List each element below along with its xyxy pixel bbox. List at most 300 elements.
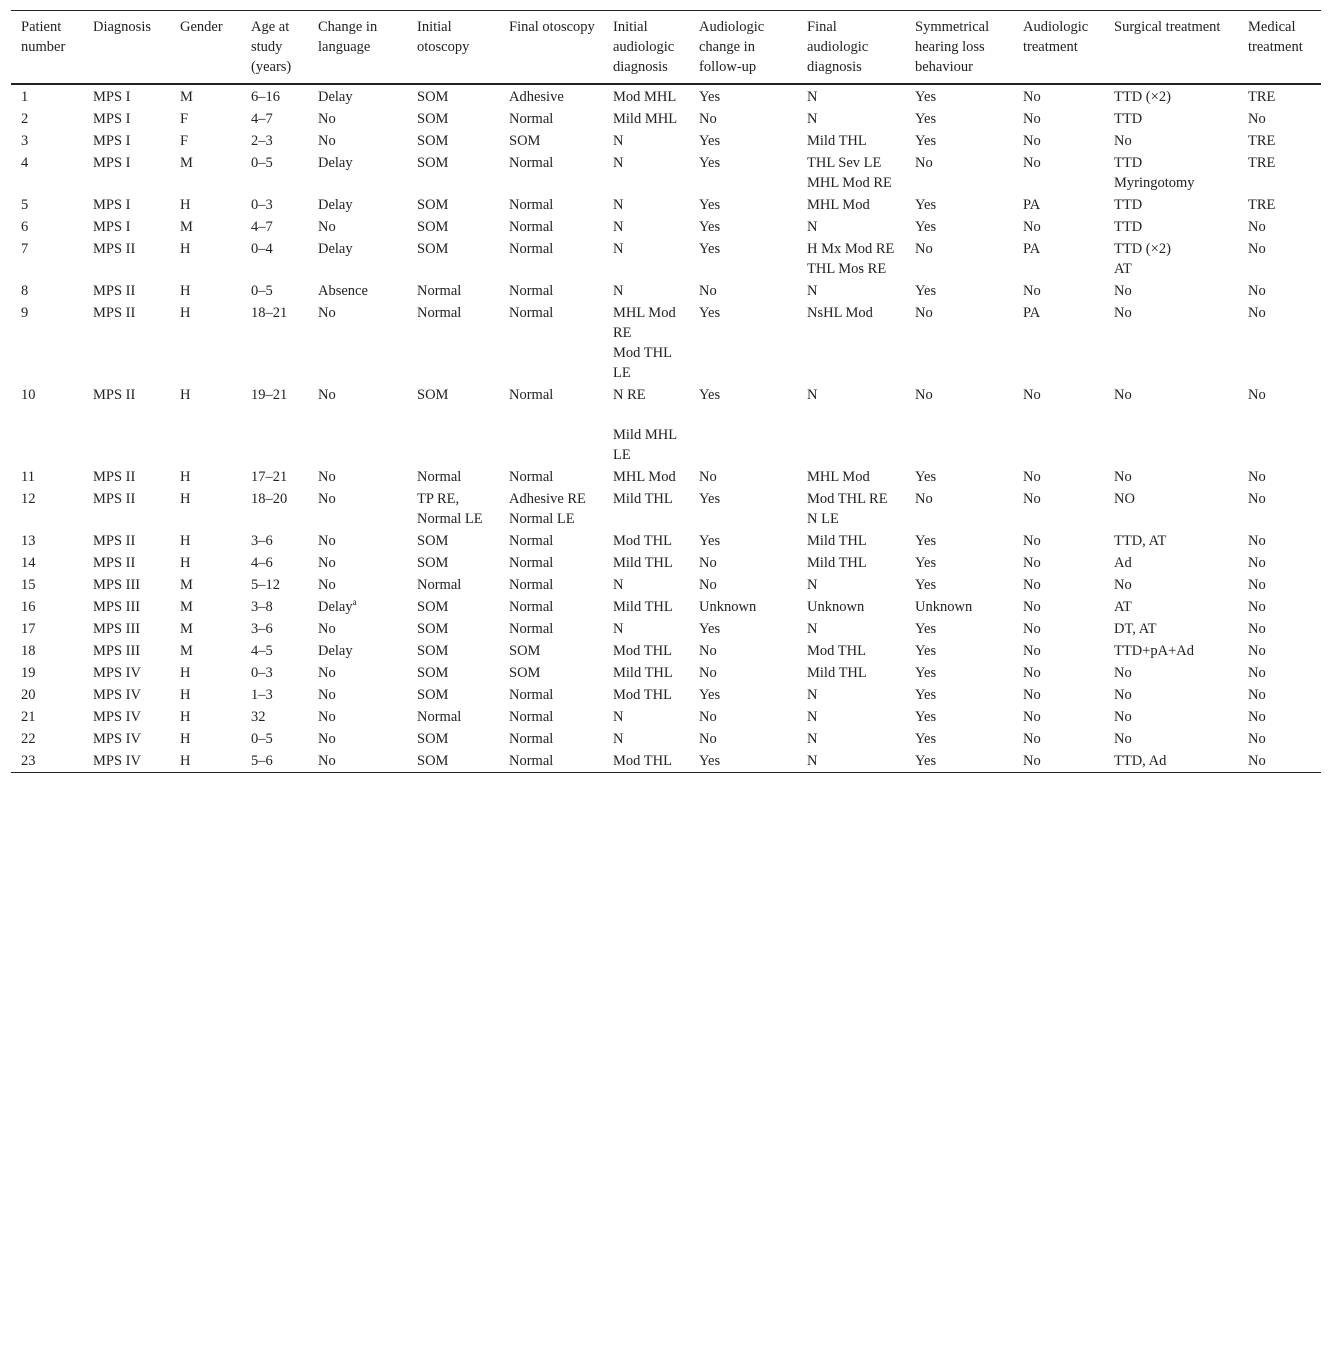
table-cell: TTD, AT <box>1114 533 1167 549</box>
table-cell: 19 <box>21 665 36 681</box>
table-row <box>11 618 1321 640</box>
table-cell: 0–5 <box>251 731 273 747</box>
table-cell: TTD, Ad <box>1114 753 1167 769</box>
table-cell: H <box>180 709 191 725</box>
table-cell: 32 <box>251 709 266 725</box>
table-cell: No <box>1114 387 1132 403</box>
table-cell: Normal <box>509 305 554 321</box>
table-cell: H <box>180 687 191 703</box>
table-cell: MHL Mod <box>807 469 870 485</box>
table-cell: Mod THL <box>613 643 672 659</box>
table-cell: No <box>1023 469 1041 485</box>
table-cell: N <box>807 577 818 593</box>
cell-line: MHL Mod RE <box>613 305 676 341</box>
table-cell: H <box>180 469 191 485</box>
table-cell: Yes <box>699 89 721 105</box>
table-cell: No <box>1114 687 1132 703</box>
cell-line <box>613 405 683 425</box>
table-cell: No <box>1114 469 1132 485</box>
table-cell: MPS II <box>93 533 136 549</box>
table-cell: No <box>1114 283 1132 299</box>
table-cell: No <box>1114 305 1132 321</box>
table-cell: No <box>699 665 717 681</box>
table-cell: Normal <box>417 577 462 593</box>
table-cell: MPS IV <box>93 709 141 725</box>
table-cell: MPS II <box>93 555 136 571</box>
column-header: Audiologic treatment <box>1023 19 1089 55</box>
table-cell: 6 <box>21 219 29 235</box>
table-cell: Normal <box>509 387 554 403</box>
patient-hearing-table <box>11 10 1321 773</box>
header-row <box>11 11 1321 85</box>
table-cell: N <box>807 219 818 235</box>
table-row <box>11 238 1321 280</box>
table-cell: N <box>807 753 818 769</box>
table-cell <box>603 384 689 466</box>
table-cell: SOM <box>417 197 449 213</box>
table-cell: SOM <box>417 111 449 127</box>
table-cell: No <box>1114 709 1132 725</box>
table-cell: SOM <box>509 133 541 149</box>
table-cell: 10 <box>21 387 36 403</box>
table-cell: No <box>915 491 933 507</box>
table-row <box>11 84 1321 108</box>
table-cell: No <box>1023 155 1041 171</box>
cell-line: Mild MHL LE <box>613 427 677 463</box>
column-header: Diagnosis <box>93 19 151 35</box>
table-row <box>11 466 1321 488</box>
table-cell: TRE <box>1248 197 1276 213</box>
table-cell: MHL Mod <box>613 469 676 485</box>
table-cell: 1–3 <box>251 687 273 703</box>
table-cell: Yes <box>699 305 721 321</box>
table-cell: MPS III <box>93 577 141 593</box>
table-cell: Yes <box>915 283 937 299</box>
table-cell: Yes <box>915 469 937 485</box>
table-cell: No <box>318 219 336 235</box>
table-cell: No <box>1023 555 1041 571</box>
table-cell: No <box>1023 599 1041 615</box>
table-cell: No <box>1248 241 1266 257</box>
table-cell: No <box>318 687 336 703</box>
table-cell: No <box>1114 133 1132 149</box>
table-row <box>11 640 1321 662</box>
table-cell: SOM <box>417 89 449 105</box>
table-cell: Adhesive <box>509 89 564 105</box>
table-cell: TP RE, Normal LE <box>417 491 483 527</box>
table-row <box>11 384 1321 466</box>
table-cell: No <box>1114 577 1132 593</box>
cell-line: H Mx Mod RE <box>807 241 895 257</box>
table-cell: 17 <box>21 621 36 637</box>
table-cell: No <box>318 555 336 571</box>
table-cell: MPS II <box>93 305 136 321</box>
table-cell: 5 <box>21 197 29 213</box>
table-cell: 4–5 <box>251 643 273 659</box>
column-header: Surgical treatment <box>1114 19 1221 35</box>
cell-line: MHL Mod RE <box>807 175 892 191</box>
table-cell: No <box>915 305 933 321</box>
table-cell: N <box>807 111 818 127</box>
table-row <box>11 216 1321 238</box>
table-cell: No <box>699 577 717 593</box>
table-cell: M <box>180 89 193 105</box>
table-cell: Normal <box>509 709 554 725</box>
table-cell <box>797 488 905 530</box>
table-cell: Normal <box>509 469 554 485</box>
table-cell: MHL Mod <box>807 197 870 213</box>
table-cell: No <box>318 665 336 681</box>
table-cell: 5–12 <box>251 577 280 593</box>
table-cell: 23 <box>21 753 36 769</box>
table-cell: H <box>180 753 191 769</box>
table-cell: No <box>915 155 933 171</box>
table-cell: MPS III <box>93 599 141 615</box>
table-cell: Normal <box>417 283 462 299</box>
table-cell: F <box>180 133 189 149</box>
table-cell: 2 <box>21 111 29 127</box>
table-cell: Mod THL <box>613 687 672 703</box>
table-cell: SOM <box>417 241 449 257</box>
table-cell: N <box>613 241 624 257</box>
table-cell: No <box>1023 709 1041 725</box>
table-cell: N <box>613 197 624 213</box>
table-cell: Mod MHL <box>613 89 677 105</box>
column-header: Symmetrical hearing loss behaviour <box>915 19 990 75</box>
table-cell: Delay <box>318 241 353 257</box>
table-cell: SOM <box>417 731 449 747</box>
table-cell: No <box>1248 753 1266 769</box>
table-row <box>11 488 1321 530</box>
table-cell: No <box>1248 687 1266 703</box>
table-cell: SOM <box>417 219 449 235</box>
table-cell: No <box>915 241 933 257</box>
table-cell: Yes <box>699 621 721 637</box>
table-cell: N <box>613 283 624 299</box>
table-cell: Normal <box>509 753 554 769</box>
table-cell: Yes <box>915 577 937 593</box>
cell-line: Myringotomy <box>1114 175 1195 191</box>
column-header: Patient number <box>21 19 66 55</box>
table-cell: No <box>318 387 336 403</box>
table-cell: 4–6 <box>251 555 273 571</box>
table-cell: MPS I <box>93 219 131 235</box>
table-cell: No <box>318 491 336 507</box>
table-cell: MPS IV <box>93 665 141 681</box>
table-cell: No <box>1248 665 1266 681</box>
table-cell: N <box>613 219 624 235</box>
table-cell: Mild MHL <box>613 111 678 127</box>
table-cell: No <box>1114 731 1132 747</box>
table-cell: H <box>180 533 191 549</box>
table-cell: Normal <box>509 555 554 571</box>
table-cell: MPS I <box>93 111 131 127</box>
table-cell: Yes <box>915 665 937 681</box>
table-cell: H <box>180 305 191 321</box>
table-cell: Yes <box>915 687 937 703</box>
cell-line: TTD <box>1114 155 1143 171</box>
table-cell: No <box>1248 305 1266 321</box>
cell-line: AT <box>1114 261 1132 277</box>
table-cell: No <box>699 731 717 747</box>
table-cell: 18 <box>21 643 36 659</box>
table-cell: No <box>699 643 717 659</box>
table-cell: MPS III <box>93 621 141 637</box>
table-cell: 6–16 <box>251 89 280 105</box>
table-cell: SOM <box>417 133 449 149</box>
table-cell: N <box>807 283 818 299</box>
table-cell: No <box>699 709 717 725</box>
table-row <box>11 728 1321 750</box>
table-cell: Yes <box>699 491 721 507</box>
table-row <box>11 706 1321 728</box>
table-cell: 11 <box>21 469 35 485</box>
table-cell: H <box>180 197 191 213</box>
table-row <box>11 552 1321 574</box>
table-cell: TTD <box>1114 111 1143 127</box>
table-row <box>11 280 1321 302</box>
table-cell: Yes <box>699 687 721 703</box>
table-cell <box>1104 152 1238 194</box>
table-cell: Normal <box>417 469 462 485</box>
table-cell: TRE <box>1248 89 1276 105</box>
cell-line: N LE <box>807 511 839 527</box>
table-cell: Mild THL <box>807 533 867 549</box>
table-cell: No <box>1248 643 1266 659</box>
table-cell: N <box>613 155 624 171</box>
table-cell: N <box>613 709 624 725</box>
table-cell: MPS IV <box>93 753 141 769</box>
table-row <box>11 194 1321 216</box>
cell-line: THL Sev LE <box>807 155 882 171</box>
table-cell: Yes <box>915 643 937 659</box>
column-header: Medical treatment <box>1248 19 1303 55</box>
table-cell <box>1104 238 1238 280</box>
table-cell: Yes <box>699 197 721 213</box>
table-cell: Yes <box>915 133 937 149</box>
table-cell: MPS II <box>93 241 136 257</box>
table-cell: SOM <box>417 533 449 549</box>
table-cell: No <box>1248 555 1266 571</box>
table-cell: 12 <box>21 491 36 507</box>
table-body <box>11 84 1321 773</box>
table-cell: Yes <box>699 133 721 149</box>
table-cell: N <box>807 687 818 703</box>
table-cell: Normal <box>509 687 554 703</box>
table-cell: SOM <box>417 599 449 615</box>
table-cell: 3–6 <box>251 533 273 549</box>
table-cell: 1 <box>21 89 29 105</box>
table-cell: 16 <box>21 599 36 615</box>
table-cell: No <box>1248 387 1266 403</box>
table-cell: 0–5 <box>251 155 273 171</box>
table-cell: Mild THL <box>613 665 673 681</box>
column-header: Change in language <box>318 19 378 55</box>
table-cell: SOM <box>417 665 449 681</box>
table-cell: No <box>1114 665 1132 681</box>
table-cell: Yes <box>699 241 721 257</box>
table-cell: No <box>1023 665 1041 681</box>
table-cell: M <box>180 643 193 659</box>
table-cell: No <box>318 753 336 769</box>
table-cell: No <box>915 387 933 403</box>
table-cell: 15 <box>21 577 36 593</box>
table-cell: Mild THL <box>613 599 673 615</box>
table-cell: TTD+pA+Ad <box>1114 643 1194 659</box>
cell-line: THL Mos RE <box>807 261 887 277</box>
table-cell: Mod THL <box>613 533 672 549</box>
table-cell: Delay <box>318 89 353 105</box>
table-cell: Yes <box>915 731 937 747</box>
table-cell: No <box>1248 577 1266 593</box>
table-cell: Yes <box>699 387 721 403</box>
table-cell: No <box>1023 643 1041 659</box>
table-cell: No <box>1023 219 1041 235</box>
table-cell: Mild THL <box>613 491 673 507</box>
table-cell: No <box>318 577 336 593</box>
table-cell: N <box>613 731 624 747</box>
column-header: Audiologic change in follow-up <box>699 19 765 75</box>
table-cell: Yes <box>915 621 937 637</box>
table-cell: MPS I <box>93 89 131 105</box>
table-cell: Yes <box>699 219 721 235</box>
table-cell: No <box>1248 491 1266 507</box>
table-cell: H <box>180 665 191 681</box>
table-cell: N <box>807 731 818 747</box>
table-cell: 4 <box>21 155 29 171</box>
table-cell: N <box>613 577 624 593</box>
table-cell: Unknown <box>807 599 865 615</box>
table-cell: NO <box>1114 491 1135 507</box>
table-cell: MPS III <box>93 643 141 659</box>
table-cell: Ad <box>1114 555 1132 571</box>
table-cell: MPS I <box>93 133 131 149</box>
table-row <box>11 596 1321 618</box>
table-cell: TTD (×2) <box>1114 89 1171 105</box>
table-cell: M <box>180 155 193 171</box>
cell-line: Normal LE <box>509 511 575 527</box>
table-cell: Yes <box>915 111 937 127</box>
table-cell: Yes <box>915 197 937 213</box>
table-cell: Normal <box>509 241 554 257</box>
table-cell: N <box>613 621 624 637</box>
table-cell: No <box>699 555 717 571</box>
table-cell: 19–21 <box>251 387 288 403</box>
table-cell: No <box>1023 111 1041 127</box>
table-cell: SOM <box>417 621 449 637</box>
table-cell: 18–21 <box>251 305 288 321</box>
table-cell: N <box>807 621 818 637</box>
table-cell: H <box>180 491 191 507</box>
table-cell: 3 <box>21 133 29 149</box>
table-cell: NsHL Mod <box>807 305 873 321</box>
table-cell: 7 <box>21 241 29 257</box>
table-cell: Mild THL <box>807 665 867 681</box>
table-cell: SOM <box>417 555 449 571</box>
table-cell: SOM <box>417 687 449 703</box>
table-cell: Normal <box>417 305 462 321</box>
table-cell: AT <box>1114 599 1132 615</box>
cell-line: N RE <box>613 387 646 403</box>
table-cell: No <box>1248 731 1266 747</box>
table-cell: N <box>807 387 818 403</box>
table-cell: 14 <box>21 555 36 571</box>
table-cell: No <box>1248 283 1266 299</box>
footnote-marker: a <box>352 597 357 607</box>
table-cell: No <box>318 731 336 747</box>
table-row <box>11 130 1321 152</box>
table-cell: Yes <box>915 533 937 549</box>
table-cell: No <box>318 533 336 549</box>
table-cell: 0–5 <box>251 283 273 299</box>
table-cell: Normal <box>509 111 554 127</box>
column-header: Initial otoscopy <box>417 19 470 55</box>
table-cell: 4–7 <box>251 111 273 127</box>
table-cell: Absence <box>318 283 368 299</box>
table-cell: 13 <box>21 533 36 549</box>
table-cell: No <box>699 111 717 127</box>
table-cell: No <box>1248 219 1266 235</box>
table-cell: Yes <box>915 219 937 235</box>
table-cell: MPS IV <box>93 731 141 747</box>
table-cell <box>797 152 905 194</box>
table-cell: No <box>1023 687 1041 703</box>
table-cell <box>603 302 689 384</box>
table-cell: N <box>807 709 818 725</box>
table-cell: MPS IV <box>93 687 141 703</box>
table-cell: SOM <box>417 387 449 403</box>
table-row <box>11 152 1321 194</box>
table-cell: H <box>180 555 191 571</box>
table-header <box>11 11 1321 85</box>
cell-line: TTD (×2) <box>1114 241 1171 257</box>
table-cell: Delay <box>318 643 353 659</box>
table-cell: Delay <box>318 197 353 213</box>
table-cell: 4–7 <box>251 219 273 235</box>
table-cell: Delay$^a$ <box>318 597 357 615</box>
table-cell: N <box>807 89 818 105</box>
table-cell: SOM <box>509 643 541 659</box>
table-cell: Normal <box>417 709 462 725</box>
table-cell: No <box>1023 731 1041 747</box>
column-header: Age at study (years) <box>251 19 292 75</box>
table-cell: Normal <box>509 731 554 747</box>
table-cell: Unknown <box>915 599 973 615</box>
table-cell: SOM <box>509 665 541 681</box>
table-cell: Normal <box>509 533 554 549</box>
table-cell: Normal <box>509 283 554 299</box>
table-cell: 5–6 <box>251 753 273 769</box>
table-cell: H <box>180 731 191 747</box>
table-cell: SOM <box>417 643 449 659</box>
table-cell: No <box>699 283 717 299</box>
table-row <box>11 302 1321 384</box>
table-cell: TTD <box>1114 197 1143 213</box>
table-cell: 0–3 <box>251 197 273 213</box>
table-cell: 3–6 <box>251 621 273 637</box>
column-header: Initial audiologic diagnosis <box>613 19 675 75</box>
table-cell: SOM <box>417 155 449 171</box>
table-cell: TRE <box>1248 133 1276 149</box>
table-cell: No <box>1023 283 1041 299</box>
table-cell: H <box>180 241 191 257</box>
table-cell: 0–4 <box>251 241 273 257</box>
table-cell: 2–3 <box>251 133 273 149</box>
table-cell: Yes <box>699 753 721 769</box>
table-cell: MPS I <box>93 197 131 213</box>
table-cell: No <box>1023 133 1041 149</box>
table-cell: Normal <box>509 621 554 637</box>
